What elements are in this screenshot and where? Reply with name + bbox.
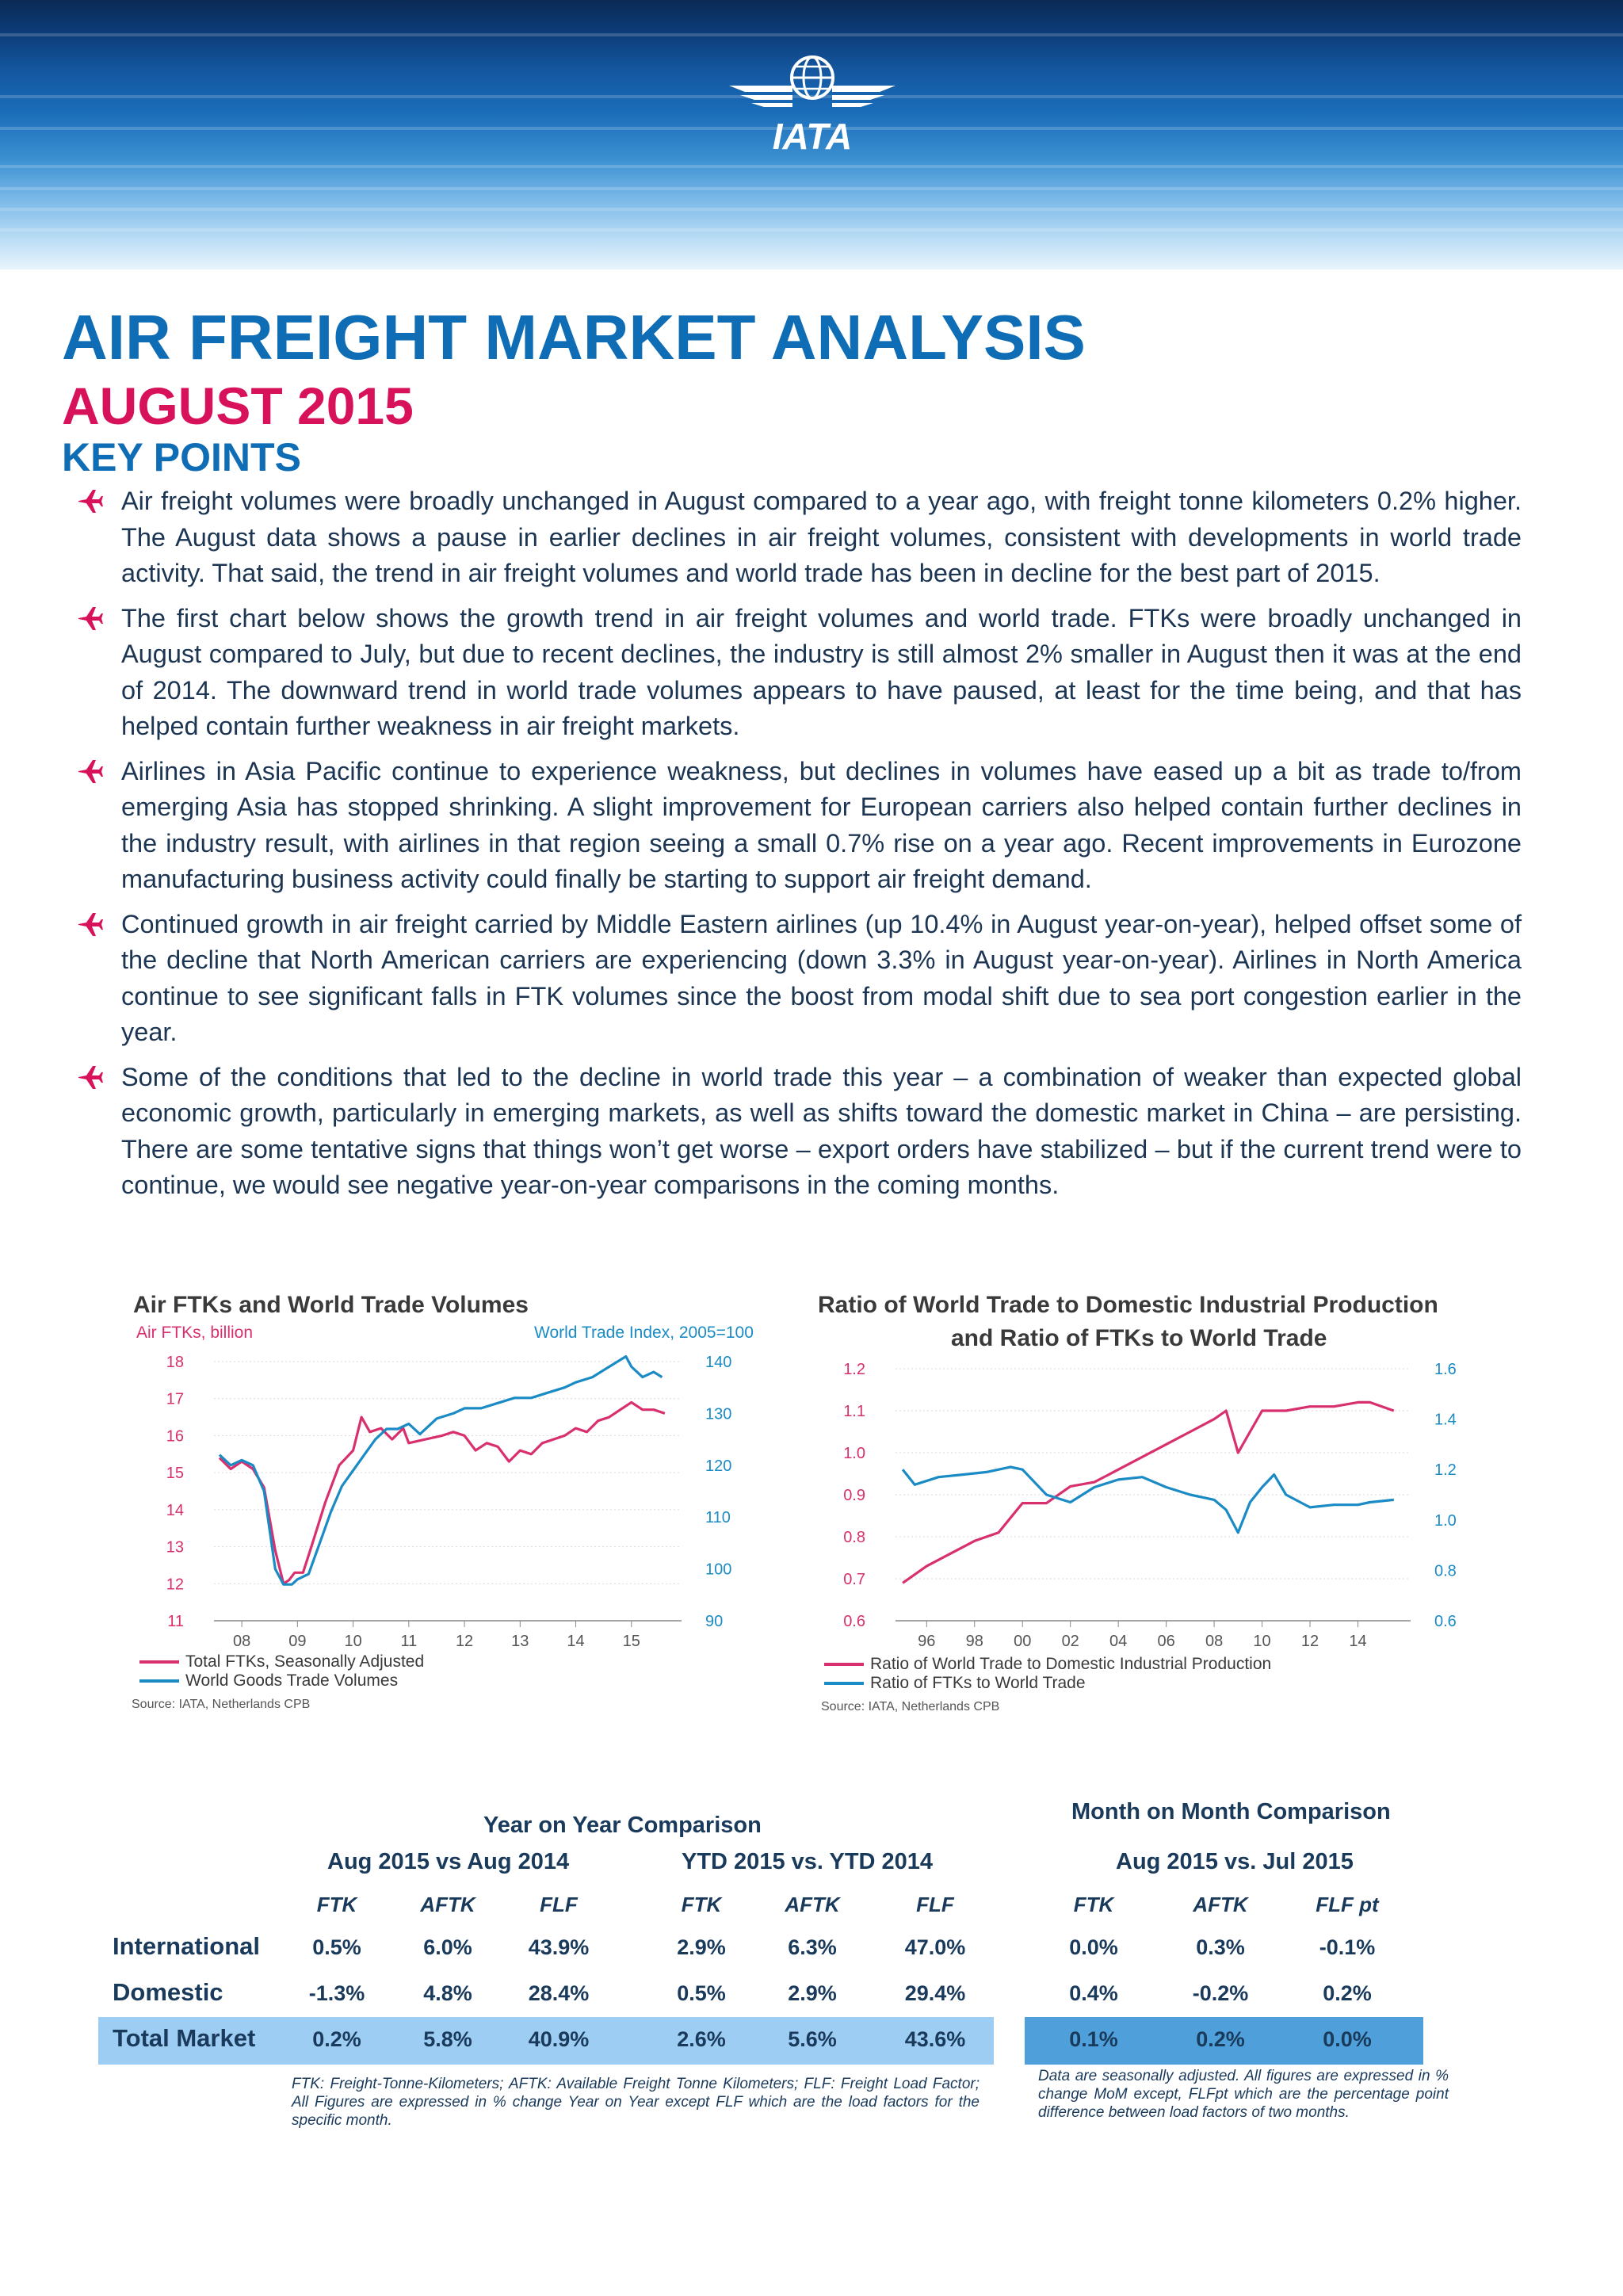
chart2-legend-ratio1 (824, 1655, 1271, 1674)
section-heading: KEY POINTS (62, 435, 301, 479)
header-banner (0, 0, 1623, 269)
right-y-tick-label: 0.6 (1434, 1613, 1457, 1630)
table-cell: 6.0% (423, 1935, 472, 1959)
key-point-text: Continued growth in air freight carried by Middle Eastern airlines (up 10.4% in August year-on-year), helped offset some of the decline that North American carriers are experiencing (down 3.3% in August year-on-year). Airlines in North America continue to see significant falls in FTK volumes since the boost from modal shift due to sea port congestion earlier in the year. (121, 909, 1522, 1046)
yoy-group1-heading: Aug 2015 vs Aug 2014 (327, 1849, 570, 1874)
x-tick-label: 02 (1061, 1633, 1079, 1648)
legend-swatch (139, 1679, 179, 1683)
table-cell: 0.0% (1323, 2027, 1372, 2051)
left-y-tick-label: 13 (166, 1538, 184, 1557)
airplane-bullet-icon (75, 754, 104, 789)
x-tick-label: 09 (288, 1633, 307, 1648)
right-y-tick-label: 90 (705, 1613, 724, 1630)
table-cell: 0.2% (1196, 2027, 1245, 2051)
legend-label: Ratio of World Trade to Domestic Industrial Production (870, 1655, 1272, 1673)
table-cell: 0.2% (312, 2027, 361, 2051)
legend-swatch (824, 1682, 864, 1685)
column-header: FLF (916, 1893, 954, 1916)
key-point-text: Some of the conditions that led to the decline in world trade this year – a combination of weaker than expected global economic growth, particularly in emerging markets, as well as shifts toward the domestic market in China – are persisting. There are some tentative signs that things won’t get worse – export orders have stabilized – but if the current trend were to continue, we would see negative year-on-year comparisons in the coming months. (121, 1062, 1522, 1199)
table-cell: 43.6% (904, 2027, 966, 2051)
series-line-2 (220, 1357, 662, 1585)
table-cell: 40.9% (528, 2027, 590, 2051)
table-cell: 0.1% (1069, 2027, 1118, 2051)
page-title: AIR FREIGHT MARKET ANALYSIS (62, 302, 1086, 372)
table-cell: 0.4% (1069, 1981, 1118, 2005)
chart2-title-line1: Ratio of World Trade to Domestic Industrial Production (818, 1292, 1438, 1318)
table-cell: 0.5% (312, 1935, 361, 1959)
table-cell: -1.3% (308, 1981, 365, 2005)
table-cell: 5.6% (788, 2027, 837, 2051)
x-tick-label: 10 (344, 1633, 362, 1648)
chart1-legend-trade (139, 1671, 398, 1690)
x-tick-label: 08 (1205, 1633, 1224, 1648)
table-cell: 2.6% (677, 2027, 726, 2051)
mom-footnote: Data are seasonally adjusted. All figures are expressed in % change MoM except, FLFpt which are the percentage point difference between load factors of two months. (1038, 2068, 1449, 2121)
yoy-footnote: FTK: Freight-Tonne-Kilometers; AFTK: Available Freight Tonne Kilometers; FLF: Freight Load Factor; All Figures are expressed in % change Year on Year except FLF which are the load factors for the specific month. (292, 2076, 980, 2129)
x-tick-label: 11 (400, 1633, 418, 1648)
x-tick-label: 00 (1014, 1633, 1032, 1648)
left-y-tick-label: 14 (166, 1501, 184, 1519)
key-points-list (75, 483, 1522, 1213)
left-y-tick-label: 1.2 (843, 1361, 865, 1378)
x-tick-label: 14 (567, 1633, 585, 1648)
column-header: FLF (540, 1893, 578, 1916)
column-header: AFTK (420, 1893, 475, 1916)
left-y-tick-label: 1.0 (843, 1445, 865, 1462)
right-y-tick-label: 100 (705, 1561, 732, 1579)
x-tick-label: 12 (1300, 1633, 1319, 1648)
column-header: AFTK (1193, 1893, 1248, 1916)
left-y-tick-label: 16 (166, 1427, 184, 1446)
key-point-item (75, 907, 1522, 1051)
x-tick-label: 06 (1157, 1633, 1175, 1648)
table-cell: 28.4% (528, 1981, 590, 2005)
key-point-text: Air freight volumes were broadly unchanged in August compared to a year ago, with freight tonne kilometers 0.2% higher. The August data shows a pause in earlier declines in air freight volumes, consistent with developments in world trade activity. That said, the trend in air freight volumes and world trade has been in decline for the best part of 2015. (121, 487, 1522, 587)
page-subtitle: AUGUST 2015 (62, 376, 414, 435)
key-point-item (75, 1060, 1522, 1204)
x-tick-label: 14 (1349, 1633, 1367, 1648)
table-cell: 4.8% (423, 1981, 472, 2005)
airplane-bullet-icon (75, 907, 104, 942)
row-label: Domestic (113, 1978, 223, 2006)
key-point-item (75, 601, 1522, 745)
right-y-tick-label: 110 (705, 1509, 731, 1527)
column-header: FTK (681, 1893, 722, 1916)
table-cell: 0.0% (1069, 1935, 1118, 1959)
yoy-title: Year on Year Comparison (483, 1813, 762, 1838)
x-tick-label: 96 (918, 1633, 936, 1648)
airplane-bullet-icon (75, 601, 104, 636)
table-cell: 0.3% (1196, 1935, 1245, 1959)
series-line-2 (903, 1467, 1394, 1533)
x-tick-label: 08 (232, 1633, 251, 1648)
mom-group-heading: Aug 2015 vs. Jul 2015 (1116, 1849, 1354, 1874)
table-cell: 29.4% (904, 1981, 966, 2005)
left-y-tick-label: 11 (167, 1613, 184, 1630)
right-y-tick-label: 130 (705, 1405, 732, 1423)
left-y-tick-label: 0.6 (843, 1613, 865, 1630)
right-y-tick-label: 1.4 (1434, 1411, 1457, 1429)
chart2-title-line2: and Ratio of FTKs to World Trade (951, 1325, 1327, 1351)
airplane-bullet-icon (75, 1060, 104, 1095)
key-point-text: The first chart below shows the growth trend in air freight volumes and world trade. FTKs were broadly unchanged in August compared to July, but due to recent declines, the industry is still almost 2% smaller in August then it was at the end of 2014. The downward trend in world trade volumes appears to have paused, at least for the time being, and that has helped contain further weakness in air freight markets. (121, 603, 1522, 740)
key-point-text: Airlines in Asia Pacific continue to experience weakness, but declines in volumes have eased up a bit as trade to/from emerging Asia has stopped shrinking. A slight improvement for European carriers also helped contain further declines in the industry result, with airlines in that region seeing a small 0.7% rise on a year ago. Recent improvements in Eurozone manufacturing business activity could finally be starting to support air freight demand. (121, 756, 1522, 893)
chart2-plot (824, 1347, 1506, 1648)
x-tick-label: 98 (965, 1633, 983, 1648)
key-point-item (75, 754, 1522, 898)
chart1-legend-ftk (139, 1652, 424, 1671)
logo-text: IATA (772, 116, 853, 157)
left-y-tick-label: 12 (166, 1576, 184, 1594)
chart2-source: Source: IATA, Netherlands CPB (821, 1700, 1000, 1713)
table-cell: 6.3% (788, 1935, 837, 1959)
x-tick-label: 13 (511, 1633, 529, 1648)
chart1-right-axis-label: World Trade Index, 2005=100 (534, 1324, 754, 1342)
legend-swatch (824, 1663, 864, 1666)
x-tick-label: 10 (1253, 1633, 1271, 1648)
legend-label: World Goods Trade Volumes (185, 1671, 399, 1690)
series-line-1 (903, 1402, 1394, 1583)
table-cell: 2.9% (788, 1981, 837, 2005)
airplane-bullet-icon (75, 483, 104, 519)
chart1-source: Source: IATA, Netherlands CPB (132, 1698, 311, 1711)
chart1-left-axis-label: Air FTKs, billion (136, 1324, 254, 1342)
left-y-tick-label: 17 (166, 1390, 184, 1408)
x-tick-label: 04 (1109, 1633, 1128, 1648)
row-label: International (113, 1932, 261, 1960)
legend-label: Total FTKs, Seasonally Adjusted (185, 1652, 425, 1671)
right-y-tick-label: 120 (705, 1457, 732, 1475)
key-point-item (75, 483, 1522, 592)
mom-title: Month on Month Comparison (1071, 1799, 1391, 1824)
table-cell: 2.9% (677, 1935, 726, 1959)
chart1-plot (127, 1347, 777, 1648)
table-cell: -0.1% (1319, 1935, 1376, 1959)
chart1-title: Air FTKs and World Trade Volumes (133, 1292, 529, 1318)
right-y-tick-label: 1.2 (1434, 1461, 1457, 1480)
column-header: FTK (1073, 1893, 1114, 1916)
chart2-legend-ratio2 (824, 1674, 1086, 1693)
left-y-tick-label: 1.1 (843, 1403, 865, 1420)
right-y-tick-label: 140 (705, 1354, 732, 1371)
series-line-1 (220, 1402, 665, 1584)
right-y-tick-label: 0.8 (1434, 1562, 1457, 1580)
left-y-tick-label: 15 (166, 1465, 184, 1483)
table-cell: 0.2% (1323, 1981, 1372, 2005)
table-cell: -0.2% (1192, 1981, 1249, 2005)
table-cell: 0.5% (677, 1981, 726, 2005)
legend-label: Ratio of FTKs to World Trade (870, 1674, 1086, 1692)
legend-swatch (139, 1660, 179, 1664)
right-y-tick-label: 1.6 (1434, 1361, 1457, 1378)
iata-logo (713, 48, 911, 159)
left-y-tick-label: 0.9 (843, 1487, 865, 1504)
table-cell: 43.9% (528, 1935, 590, 1959)
table-cell: 5.8% (423, 2027, 472, 2051)
left-y-tick-label: 18 (166, 1354, 184, 1371)
column-header: AFTK (785, 1893, 840, 1916)
row-label: Total Market (113, 2024, 256, 2052)
column-header: FTK (316, 1893, 357, 1916)
right-y-tick-label: 1.0 (1434, 1511, 1457, 1530)
yoy-group2-heading: YTD 2015 vs. YTD 2014 (682, 1849, 934, 1874)
left-y-tick-label: 0.7 (843, 1571, 865, 1588)
x-tick-label: 15 (622, 1633, 640, 1648)
left-y-tick-label: 0.8 (843, 1529, 865, 1546)
column-header: FLF pt (1316, 1893, 1379, 1916)
x-tick-label: 12 (455, 1633, 474, 1648)
table-cell: 47.0% (904, 1935, 966, 1959)
